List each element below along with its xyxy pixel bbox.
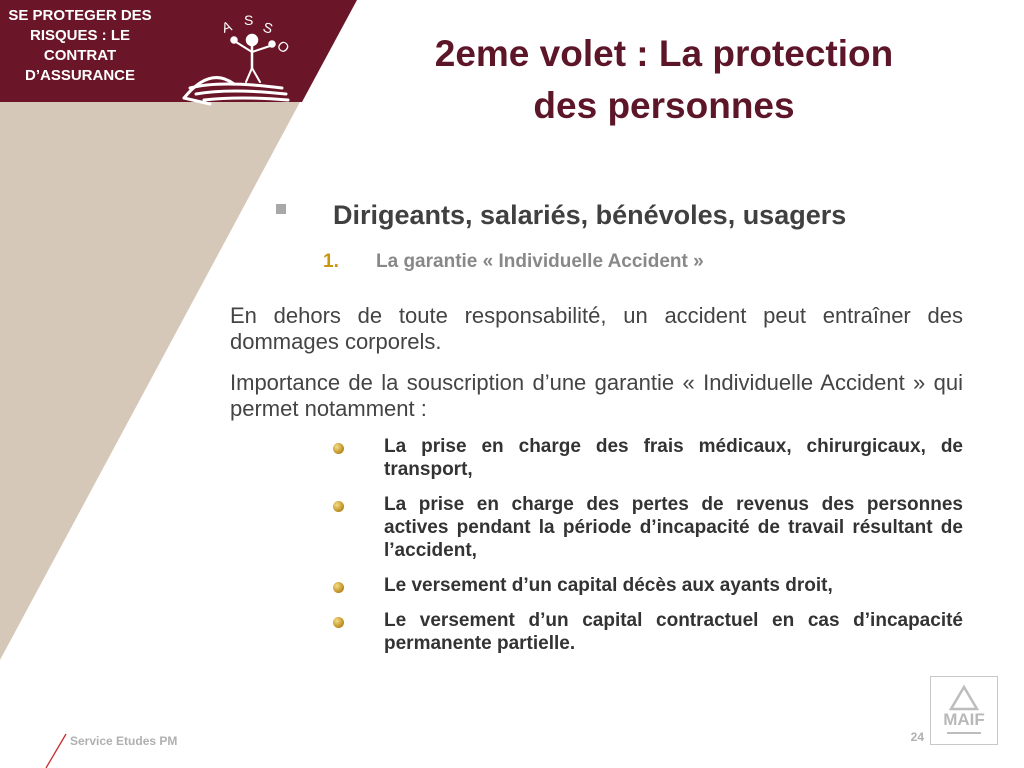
level-1-text: Dirigeants, salariés, bénévoles, usagers	[333, 200, 847, 230]
paragraph-2: Importance de la souscription d’une garantie « Individuelle Accident » qui permet notamment :	[230, 370, 963, 421]
level-2-text: La garantie « Individuelle Accident »	[376, 251, 704, 272]
svg-text:S: S	[261, 18, 275, 37]
gold-bullet-icon	[333, 582, 344, 593]
list-item	[330, 609, 963, 655]
item-number: 1.	[323, 251, 339, 272]
slide-title	[330, 28, 998, 132]
list-item-text: La prise en charge des frais médicaux, chirurgicaux, de transport,	[384, 436, 963, 480]
footer-service: Service Etudes PM	[70, 734, 178, 748]
title-line-2: des personnes	[533, 85, 795, 126]
list-item	[330, 574, 963, 597]
footer-slash	[46, 734, 66, 768]
list-item-text: La prise en charge des pertes de revenus des personnes actives pendant la période d’incapacité de travail résultant de l’accident,	[384, 494, 963, 561]
maif-wordmark: MAIF	[943, 710, 985, 729]
page-number: 24	[910, 730, 924, 744]
maif-logo	[930, 676, 998, 745]
list-item	[330, 493, 963, 562]
title-line-1: 2eme volet : La protection	[434, 33, 894, 74]
svg-text:O: O	[274, 37, 293, 57]
gold-bullet-icon	[333, 443, 344, 454]
guarantee-list	[330, 435, 963, 667]
gold-bullet-icon	[333, 501, 344, 512]
list-item-text: Le versement d’un capital contractuel en cas d’incapacité permanente partielle.	[384, 610, 963, 654]
paragraph-1: En dehors de toute responsabilité, un accident peut entraîner des dommages corporels.	[230, 303, 963, 354]
triangle-icon	[951, 687, 977, 709]
list-item	[330, 435, 963, 481]
svg-text:S: S	[244, 12, 254, 28]
square-bullet-icon	[276, 204, 286, 214]
svg-text:A: A	[219, 17, 234, 36]
list-item-text: Le versement d’un capital décès aux ayants droit,	[384, 575, 833, 596]
section-label: SE PROTEGER DES RISQUES : LE CONTRAT D’ASSURANCE	[8, 7, 152, 84]
gold-bullet-icon	[333, 617, 344, 628]
asso-logo	[170, 6, 310, 106]
